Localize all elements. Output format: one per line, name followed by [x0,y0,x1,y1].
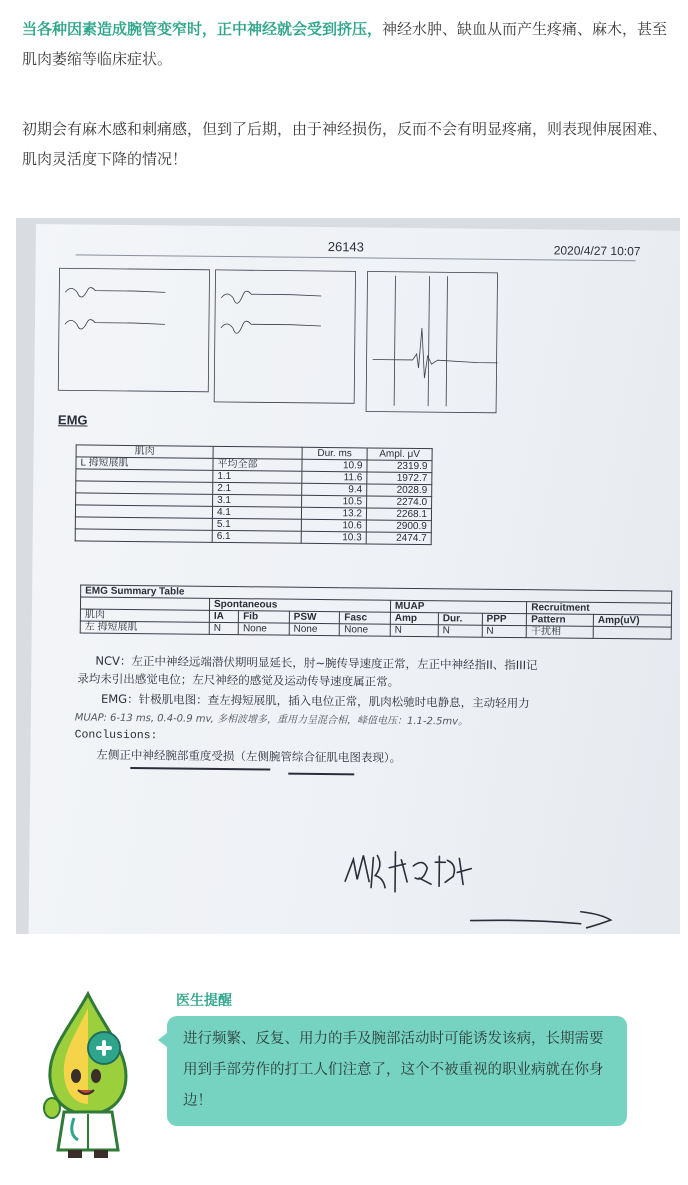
summary-cell: N [438,625,482,637]
col-header: Amp(uV) [593,614,671,627]
col-header: Dur. ms [302,447,367,460]
pen-underline [288,773,354,775]
col-header: 肌肉 [80,609,209,622]
emg-report-photo [16,218,680,934]
signature-text: 双侧腕管综合征 [338,895,346,897]
site-cell: 平均全部 [213,458,302,471]
summary-cell: N [482,625,527,637]
col-header: 肌肉 [76,445,213,458]
doctor-tip-text: 进行频繁、反复、用力的手及腕部活动时可能诱发该病，长期需要用到手部劳作的打工人们注意了，这个不被重视的职业病就在你身边！ [183,1031,604,1109]
ampl-cell: 2319.9 [367,460,432,473]
conclusion-text: 左侧正中神经腕部重度受损（左侧腕管综合征肌电图表现）。 [96,747,402,765]
site-cell: 3.1 [213,494,302,507]
emg-heading: EMG [57,412,88,428]
header-rule [76,254,636,261]
emg-summary-table [80,584,672,639]
doctor-tip-title: 医生提醒 [176,993,232,1009]
emg-line-2: MUAP: 6-13 ms, 0.4-0.9 mv, 多相波增多，重用力呈混合相，峰值电压：1.1-2.5mv。 [74,712,469,728]
doctor-tip-bubble [167,1016,627,1126]
col-header: Dur. [438,613,482,625]
site-cell: 6.1 [212,530,301,543]
dur-cell: 9.4 [302,483,367,496]
ncv-line-1: NCV：左正中神经远端潜伏期明显延长，肘~腕传导速度正常，左正中神经指II、指III记 [95,653,538,673]
report-sheet [29,224,680,934]
site-cell: 5.1 [212,518,301,531]
summary-title: EMG Summary Table [81,585,672,603]
ampl-cell: 2274.0 [367,496,432,509]
ampl-cell: 2028.9 [367,484,432,497]
muscle-table [75,444,433,545]
table-row [75,529,431,545]
report-date: 2020/4/27 10:07 [553,243,641,259]
col-header: Fib [239,611,290,624]
conclusions-label: Conclusions: [74,728,158,743]
summary-cell [593,626,671,639]
dur-cell: 10.3 [301,531,366,544]
summary-cell: 干扰相 [526,626,593,639]
nerve-conduction-waveforms [56,266,528,421]
dur-cell: 10.5 [302,495,367,508]
emg-line-1: EMG：针极肌电图：查左拇短展肌，插入电位正常，肌肉松驰时电静息，主动轻用力 [100,691,530,711]
col-header: Amp [390,612,438,625]
group-muap: MUAP [390,600,526,613]
ampl-cell: 2474.7 [366,532,431,545]
col-header [213,446,302,459]
intro-rest: 神经水肿、缺血从而产生疼痛、麻木，甚至肌肉萎缩等临床症状。 [22,20,668,68]
summary-cell: N [209,622,238,634]
group-spontaneous: Spontaneous [209,598,390,612]
col-header: Ampl. μV [367,448,432,461]
dur-cell: 10.6 [301,519,366,532]
col-header: Fasc [340,612,391,625]
dur-cell: 13.2 [301,507,366,520]
site-cell: 4.1 [212,506,301,519]
intro-paragraph [22,14,672,74]
summary-cell: 左 拇短展肌 [80,621,209,634]
stage-paragraph: 初期会有麻木感和刺痛感，但到了后期，由于神经损伤，反而不会有明显疼痛，则表现伸展困难、肌肉灵活度下降的情况！ [22,120,668,168]
pen-stroke [469,907,619,934]
col-header: PPP [482,613,527,625]
dur-cell: 11.6 [302,471,367,484]
site-cell: 2.1 [213,482,302,495]
summary-cell: None [238,623,289,636]
group-recruitment: Recruitment [527,602,672,616]
report-id: 26143 [327,239,365,255]
col-header: IA [209,610,238,622]
intro-highlight: 当各种因素造成腕管变窄时，正中神经就会受到挤压， [22,20,383,38]
pen-underline [130,767,270,770]
ampl-cell: 1972.7 [367,472,432,485]
muscle-name: L 拇短展肌 [76,457,213,470]
col-header: PSW [289,611,340,624]
handwritten-diagnosis [339,837,480,898]
summary-cell: None [289,623,340,636]
ampl-cell: 2268.1 [366,508,431,521]
summary-cell: N [390,624,438,637]
ampl-cell: 2900.9 [366,520,431,533]
dur-cell: 10.9 [302,459,367,472]
summary-cell: None [340,624,391,637]
doctor-mascot-icon [38,990,138,1160]
site-cell: 1.1 [213,470,302,483]
ncv-line-2: 录均未引出感觉电位；左尺神经的感觉及运动传导速度属正常。 [77,671,400,689]
col-header: Pattern [527,614,594,627]
